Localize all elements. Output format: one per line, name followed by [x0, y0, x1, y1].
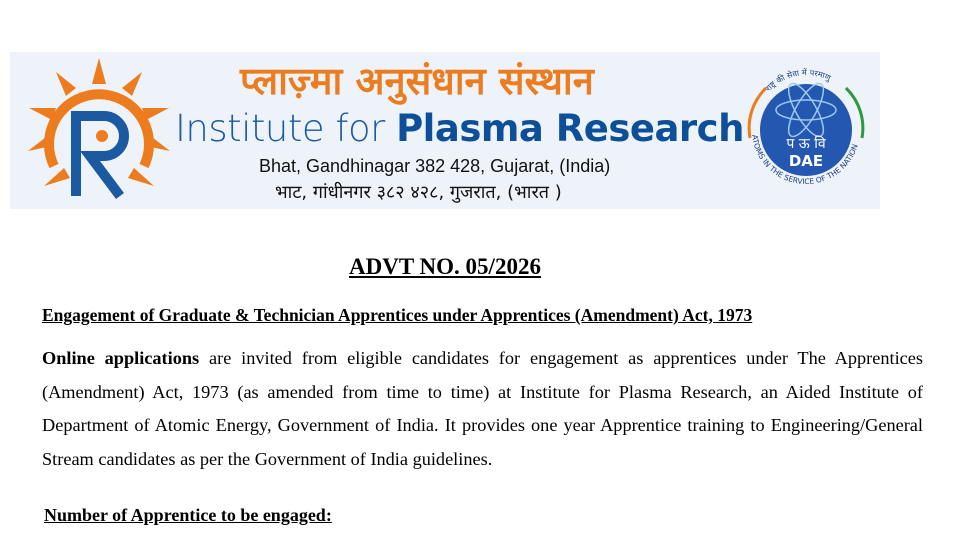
title-bold: Plasma Research	[396, 107, 744, 150]
subject-heading: Engagement of Graduate & Technician Apprentices under Apprentices (Amendment) Act, 1973	[42, 305, 753, 325]
address-hindi: भाट, गांधीनगर ३८२ ४२८, गुजरात, (भारत )	[275, 182, 562, 203]
dae-logo-icon	[736, 58, 876, 198]
intro-bold: Online applications	[42, 348, 200, 368]
intro-text: are invited from eligible candidates for engagement as apprentices under The Apprentices (Amendment) Act, 1973 (as amended from time to time) at Institute for Plasma Research, an Aided Institute of Department of Atomic Energy, Government of India. It provides one year Apprentice training to Engineering/General Stream candidates as per the Government of India guidelines.	[42, 348, 923, 469]
address-english: Bhat, Gandhinagar 382 428, Gujarat, (India)	[259, 156, 611, 176]
section-heading: Number of Apprentice to be engaged:	[44, 505, 332, 525]
dae-abbr: DAE	[788, 152, 824, 170]
intro-paragraph	[42, 342, 923, 476]
dae-hindi: प ऊ वि	[786, 136, 826, 152]
title-light: Institute for	[175, 107, 385, 150]
ipr-header-banner	[10, 52, 880, 209]
ipr-sun-logo-icon	[24, 56, 174, 204]
advertisement-number: ADVT NO. 05/2026	[349, 254, 541, 279]
institute-name-english	[175, 107, 744, 150]
institute-name-hindi: प्लाज़्मा अनुसंधान संस्थान	[240, 59, 594, 103]
dae-top-text: राष्ट्र की सेवा में परमाणु	[763, 68, 833, 94]
dae-ring-text: ATOMS IN THE SERVICE OF THE NATION	[750, 134, 860, 187]
